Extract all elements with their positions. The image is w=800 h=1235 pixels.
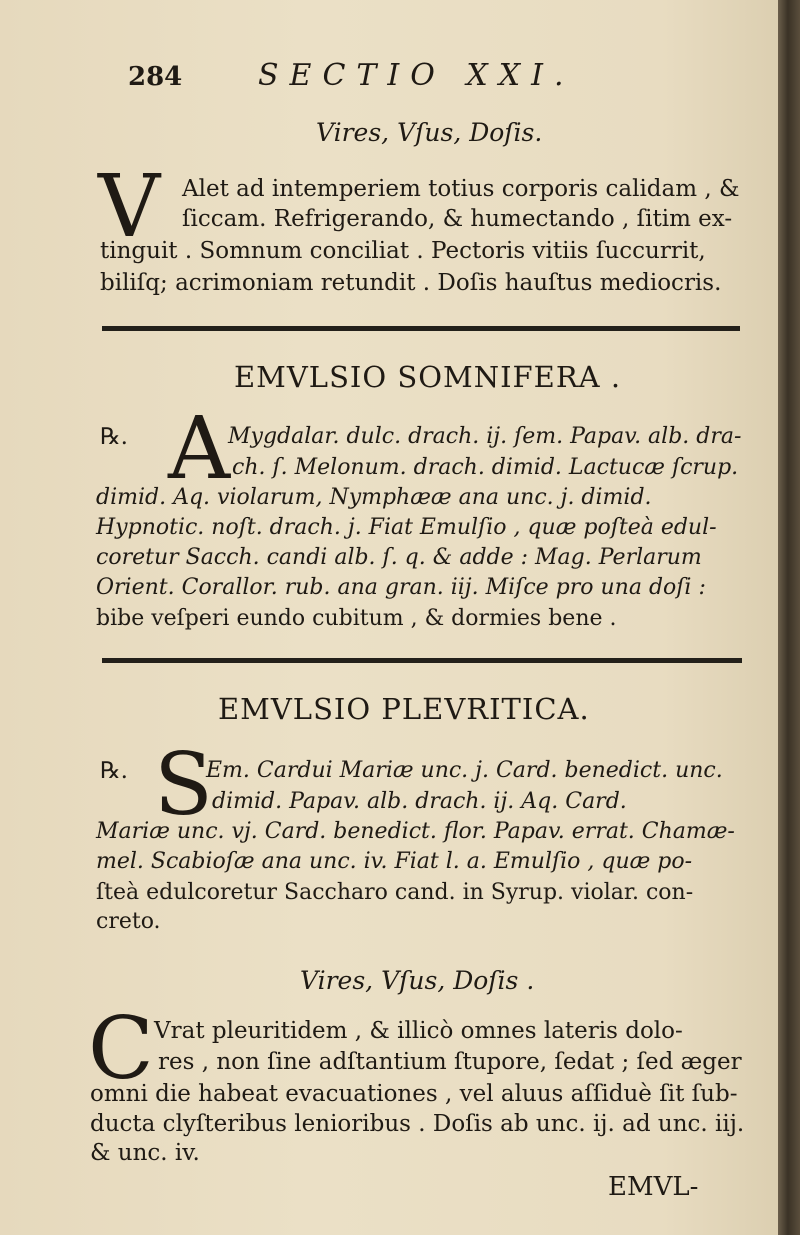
text-line: biliſq; acrimoniam retundit . Doſis hauſtus mediocris. [100,270,722,296]
text-line: tinguit . Somnum conciliat . Pectoris vitiis ſuccurrit, [100,238,706,264]
recipe-line: Orient. Corallor. rub. ana gran. iij. Miſce pro una doſi : [96,575,706,600]
drop-cap-c: C [88,999,154,1099]
recipe-line: coretur Sacch. candi alb. ſ. q. & adde : Mag. Perlarum [96,545,702,570]
recipe-line: Em. Cardui Mariæ unc. j. Card. benedict. unc. [206,758,723,783]
page-number: 284 [128,62,183,92]
emulsio-title-2: EMVLSIO PLEVRITICA. [218,692,590,726]
recipe-sign: ℞. [100,424,128,450]
running-head: SECTIO XXI. [258,58,575,93]
text-line: ducta clyſteribus lenioribus . Doſis ab unc. ij. ad unc. iij. [90,1111,745,1137]
text-line: Alet ad intemperiem totius corporis calidam , & [182,176,740,202]
drop-cap-s: S [154,735,213,835]
text-line: res , non ſine adſtantium ſtupore, ſedat ; ſed æger [158,1049,742,1075]
recipe-line: bibe veſperi eundo cubitum , & dormies bene . [96,606,617,631]
drop-cap-a: A [168,399,231,499]
recipe-line: dimid. Aq. violarum, Nymphææ ana unc. j. dimid. [96,485,652,510]
recipe-line: Mygdalar. dulc. drach. ij. ſem. Papav. alb. dra- [228,424,742,449]
drop-cap-v: V [98,157,161,257]
section-heading-2: Vires, Vſus, Doſis . [300,966,535,995]
recipe-line: Mariæ unc. vj. Card. benedict. flor. Papav. errat. Chamæ- [96,819,735,844]
text-line: ſiccam. Refrigerando, & humectando , ſitim ex- [182,206,733,232]
section-heading-1: Vires, Vſus, Doſis. [316,118,543,147]
recipe-line: Hypnotic. noſt. drach. j. Fiat Emulſio , quæ poſteà edul- [96,515,717,540]
recipe-line: dimid. Papav. alb. drach. ij. Aq. Card. [212,789,627,814]
text-line: Vrat pleuritidem , & illicò omnes lateris dolo- [154,1018,683,1044]
recipe-sign: ℞. [100,758,128,784]
recipe-line: ſteà edulcoretur Saccharo cand. in Syrup. violar. con- [96,880,694,905]
text-line: omni die habeat evacuationes , vel aluus aſſiduè ſit ſub- [90,1081,738,1107]
divider-rule [102,326,740,331]
recipe-line: ch. ſ. Melonum. drach. dimid. Lactucæ ſcrup. [232,455,739,480]
recipe-line: mel. Scabioſæ ana unc. iv. Fiat l. a. Emulſio , quæ po- [96,849,693,874]
divider-rule [102,658,742,663]
catchword: EMVL- [608,1172,699,1202]
text-line: & unc. iv. [90,1140,200,1166]
book-binding [778,0,800,1235]
emulsio-title-1: EMVLSIO SOMNIFERA . [234,360,622,394]
recipe-line: creto. [96,909,161,934]
